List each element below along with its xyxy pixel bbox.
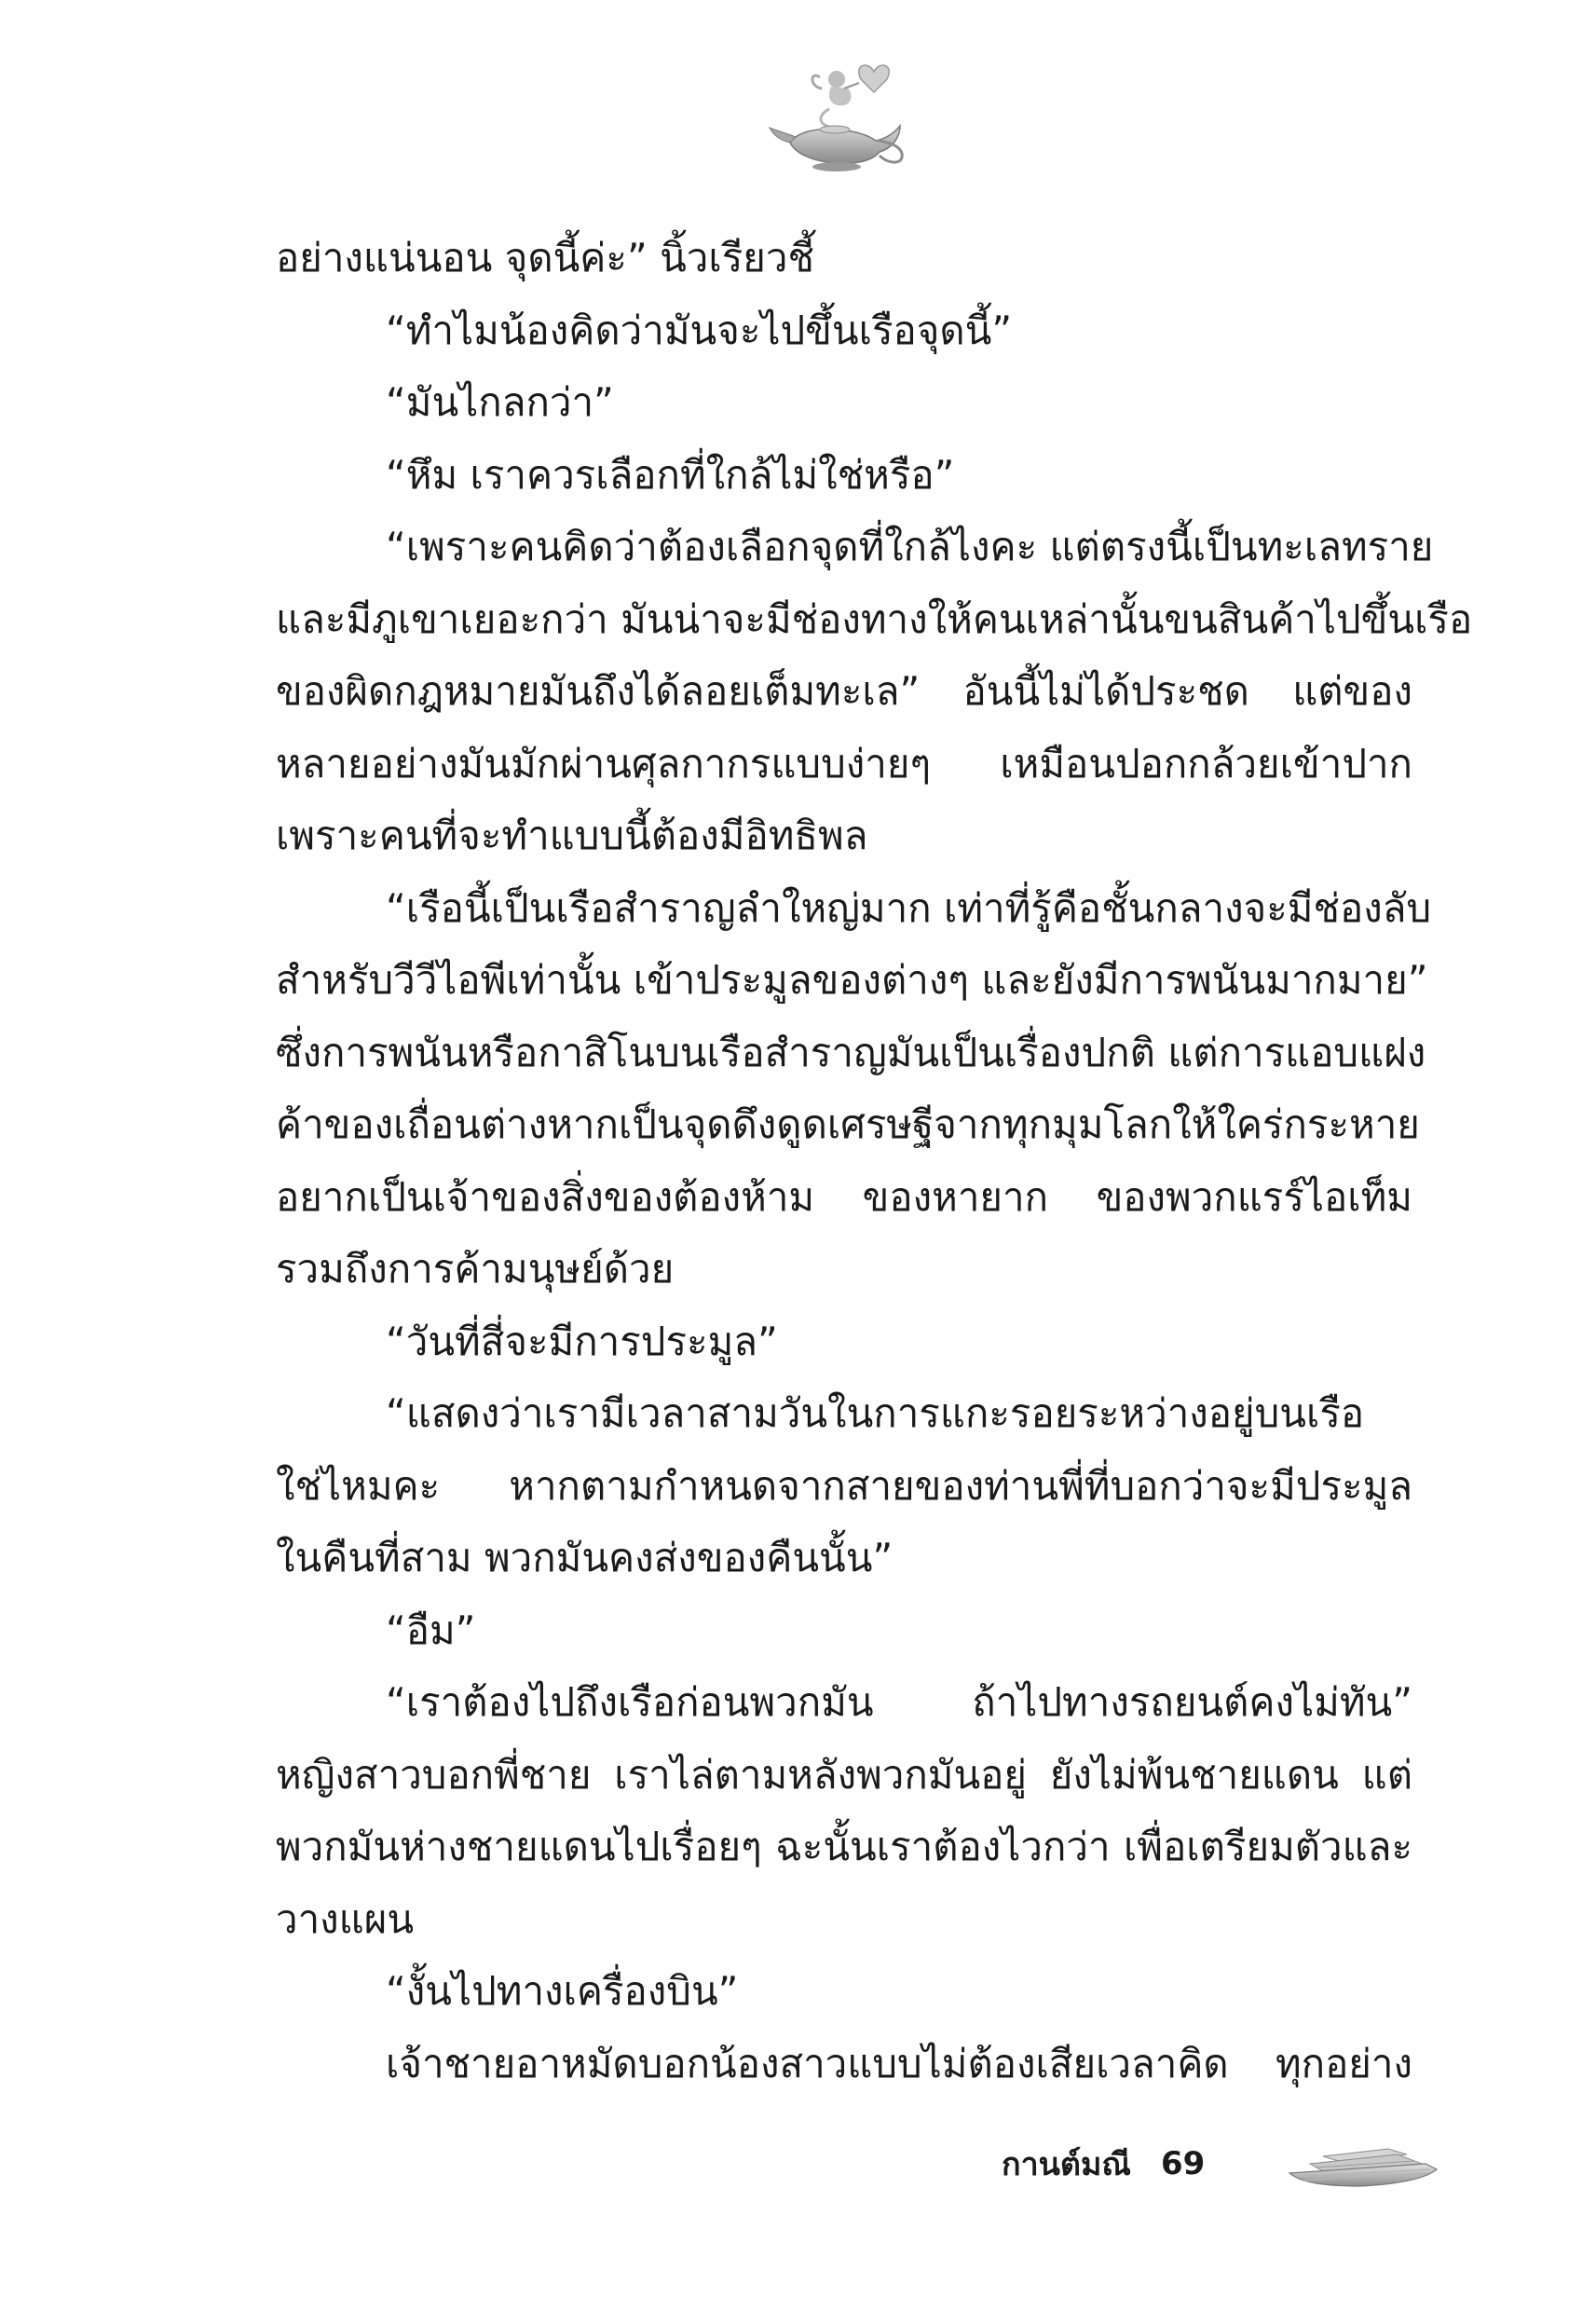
genie-lamp-icon — [764, 51, 913, 177]
text-line: เจ้าชายอาหมัดบอกน้องสาวแบบไม่ต้องเสียเวลาคิด ทุกอย่าง — [386, 2040, 1412, 2086]
text-line: อยากเป็นเจ้าของสิ่งของต้องห้าม ของหายาก ของพวกแรร์ไอเท็ม — [276, 1173, 1412, 1220]
page-number: 69 — [1160, 2145, 1206, 2182]
text-line: เพราะคนที่จะทำแบบนี้ต้องมีอิทธิพล — [276, 813, 868, 858]
cruise-ship-icon — [1286, 2136, 1439, 2192]
text-line: รวมถึงการค้ามนุษย์ด้วย — [276, 1246, 675, 1292]
text-line: “ทำไมน้องคิดว่ามันจะไปขึ้นเรือจุดนี้” — [386, 307, 1013, 353]
text-line: และมีภูเขาเยอะกว่า มันน่าจะมีช่องทางให้คนเหล่านั้นขนสินค้าไปขึ้นเรือ — [276, 595, 1473, 642]
text-line: วางแผน — [276, 1895, 415, 1942]
text-line: ค้าของเถื่อนต่างหากเป็นจุดดึงดูดเศรษฐีจากทุกมุมโลกให้ใคร่กระหาย — [276, 1101, 1420, 1147]
text-line: “เราต้องไปถึงเรือก่อนพวกมัน ถ้าไปทางรถยนต์คงไม่ทัน” — [386, 1679, 1412, 1725]
text-line: “อืม” — [386, 1607, 476, 1653]
text-line: ของผิดกฎหมายมันถึงได้ลอยเต็มทะเล” อันนี้ไม่ได้ประชด แต่ของ — [276, 668, 1412, 714]
text-line: “มันไกลกว่า” — [386, 379, 614, 425]
text-line: “แสดงว่าเรามีเวลาสามวันในการแกะรอยระหว่างอยู่บนเรือ — [386, 1390, 1365, 1436]
text-line: “วันที่สี่จะมีการประมูล” — [386, 1318, 778, 1364]
text-line: หญิงสาวบอกพี่ชาย เราไล่ตามหลังพวกมันอยู่ ยังไม่พ้นชายแดน แต่ — [276, 1751, 1412, 1798]
body-text — [276, 222, 1473, 2099]
book-title: กานต์มณี — [1002, 2146, 1131, 2183]
text-line: “เรือนี้เป็นเรือสำราญลำใหญ่มาก เท่าที่รู้คือชั้นกลางจะมีช่องลับ — [386, 884, 1432, 931]
text-line: ในคืนที่สาม พวกมันคงส่งของคืนนั้น” — [276, 1535, 893, 1580]
text-line: พวกมันห่างชายแดนไปเรื่อยๆ ฉะนั้นเราต้องไวกว่า เพื่อเตรียมตัวและ — [276, 1824, 1412, 1869]
text-line: “เพราะคนคิดว่าต้องเลือกจุดที่ใกล้ไงคะ แต่ตรงนี้เป็นทะเลทราย — [386, 524, 1434, 569]
text-line: สำหรับวีวีไอพีเท่านั้น เข้าประมูลของต่างๆ และยังมีการพนันมากมาย” — [276, 957, 1428, 1003]
page-footer — [1002, 2136, 1205, 2192]
text-line: ใช่ไหมคะ หากตามกำหนดจากสายของท่านพี่ที่บอกว่าจะมีประมูล — [276, 1462, 1412, 1509]
text-line: หลายอย่างมันมักผ่านศุลกากรแบบง่ายๆ เหมือนปอกกล้วยเข้าปาก — [276, 740, 1412, 786]
text-line: “งั้นไปทางเครื่องบิน” — [386, 1968, 739, 2014]
text-line: “หึม เราควรเลือกที่ใกล้ไม่ใช่หรือ” — [386, 451, 955, 498]
text-line: ซึ่งการพนันหรือกาสิโนบนเรือสำราญมันเป็นเรื่องปกติ แต่การแอบแฝง — [276, 1029, 1426, 1075]
text-line: อย่างแน่นอน จุดนี้ค่ะ” นิ้วเรียวชี้ — [276, 235, 814, 280]
